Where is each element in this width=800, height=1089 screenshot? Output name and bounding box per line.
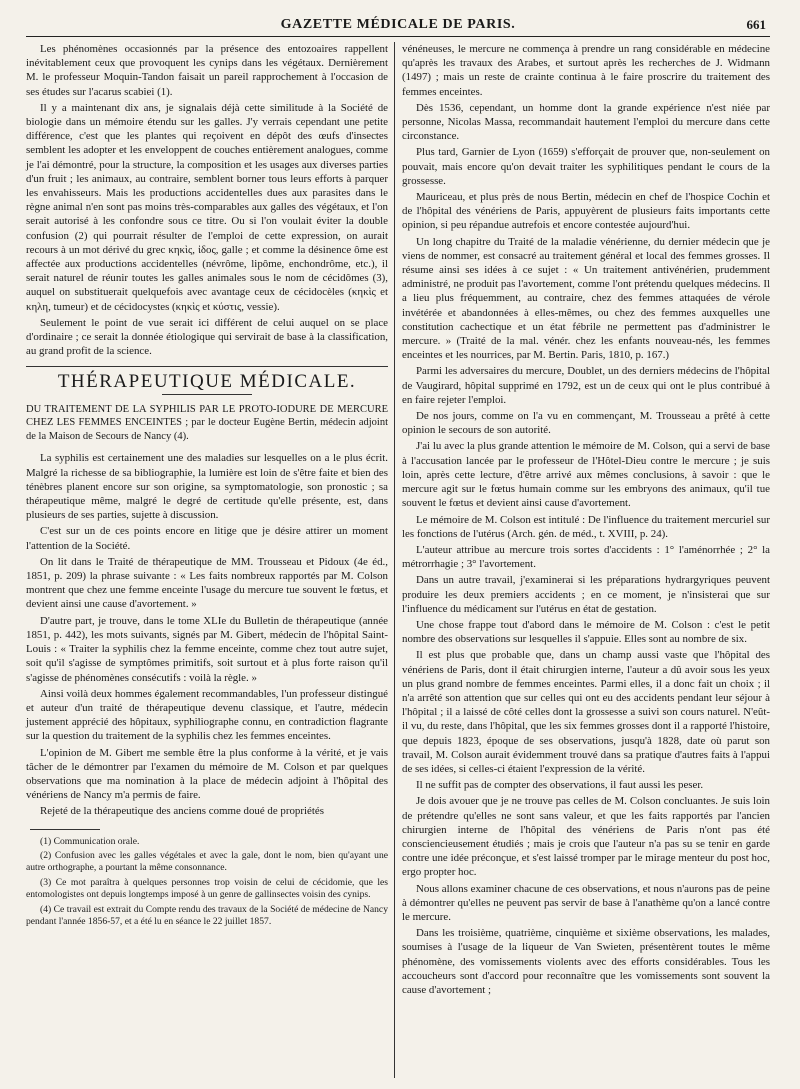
page-header	[26, 14, 770, 37]
body-paragraph: Il est plus que probable que, dans un champ aussi vaste que l'hôpital des vénériens de Paris, dont il était chirurgien interne, l'auteur a dû avoir sous les yeux un plus grand nombre de femmes enceintes. Parmi elles, il a donc fait un choix ; il n'a arrêté son attention que sur celles qui ont eu des accidents pendant leur séjour à l'hôpital ; il a laissé de côté celles dont la grossesse a suivi son cours naturel. N'eût-il vu, du reste, dans l'hôpital, que les six femmes grosses dont il a rapporté l'histoire, que depuis 1823, époque de ses observations, jusqu'à 1828, date où parut son travail, M. Colson aurait évidemment trouvé dans sa pratique d'autres faits à l'appui de ses idées, si celles-ci étaient l'expression de la vérité.	[402, 649, 770, 775]
section-divider	[26, 366, 388, 367]
body-paragraph: Ainsi voilà deux hommes également recommandables, l'un professeur distingué et auteur d'un traité de thérapeutique devenu classique, et l'autre, médecin justement apprécié des hôpitaux, syphiliographe connu, en contradiction flagrante sur la question du traitement de la syphilis chez les femmes enceintes.	[26, 687, 388, 743]
article-heading: DU TRAITEMENT DE LA SYPHILIS PAR LE PROTO-IODURE DE MERCURE CHEZ LES FEMMES ENCEINTES ; par le docteur Eugène Bertin, médecin adjoint de la Maison de Secours de Nancy (4).	[26, 403, 388, 442]
body-paragraph: On lit dans le Traité de thérapeutique de MM. Trousseau et Pidoux (4e éd., 1851, p. 209) la phrase suivante : « Les faits nombreux rapportés par M. Colson montrent que chez une femme enceinte l'usage du mercure tue souvent le fœtus, et devient ainsi une cause d'avortement. »	[26, 555, 388, 611]
body-paragraph: Dès 1536, cependant, un homme dont la grande expérience n'est niée par personne, Nicolas Massa, recommandait hautement l'emploi du mercure dans cette circonstance.	[402, 101, 770, 143]
body-paragraph: J'ai lu avec la plus grande attention le mémoire de M. Colson, qui a servi de base à l'accusation lancée par le professeur de l'Hôtel-Dieu contre le mercure ; je suis loin, après cette lecture, d'être arrivé aux mêmes conclusions, à savoir : que le mercure agit sur le fœtus humain comme sur les embryons des animaux, qu'il tue souvent le fœtus et devient ainsi cause d'avortement.	[402, 440, 770, 510]
body-paragraph: Nous allons examiner chacune de ces observations, et nous n'aurons pas de peine à démontrer qu'elles ne peuvent pas servir de base à l'anathème qu'on a lancé contre le mercure.	[402, 882, 770, 923]
left-column	[26, 42, 388, 930]
title-underline	[162, 394, 252, 395]
body-paragraph: C'est sur un de ces points encore en litige que je désire attirer un moment l'attention de la Société.	[26, 525, 388, 552]
body-paragraph: Rejeté de la thérapeutique des anciens comme doué de propriétés	[40, 805, 324, 818]
page-number: 661	[746, 17, 766, 32]
section-title	[26, 371, 388, 394]
body-paragraph: Une chose frappe tout d'abord dans le mémoire de M. Colson : c'est le petit nombre des observations sur lesquelles il s'appuie. Elles sont au nombre de six.	[402, 618, 770, 646]
body-paragraph: Il y a maintenant dix ans, je signalais déjà cette similitude à la Société de biologie dans un mémoire étendu sur les galles. J'y verrais cependant une petite différence, c'est que les plantes qui reçoivent en dépôt des œufs d'insectes semblent les adopter et les enveloppent de couches entièrement analogues, comme je l'ai démontré, pour la structure, la composition et les usages aux diverses parties d'un fruit ; les animaux, au contraire, semblent borner tous leurs efforts à parquer les envahisseurs. Mais les productions accidentelles dues aux parasites dans le règne animal n'en sont pas moins très-comparables aux galles des végétaux, et l'on serait autorisé à les confondre sous ce titre. Ou si l'on voulait éviter la double confusion (2) qui pourrait résulter de l'emploi de cette expression, on aurait recours à un mot dérivé du grec κηκὶς, ἰδος, galle ; et comme la désinence ôme est affectée aux productions accidentelles (névrôme, lipôme, enchondrôme, etc.), il serait naturel de réunir toutes les galles animales sous le nom de cécidômes (3), auquel on substituerait quelquefois avec avantage ceux de cécidocèles (κηκὶς et κηλη, tumeur) et de cécidocystes (κηκὶς et κύστις, vessie).	[26, 101, 388, 313]
right-column	[402, 42, 770, 999]
section-title-text: THÉRAPEUTIQUE MÉDICALE.	[57, 371, 357, 393]
footnote: (4) Ce travail est extrait du Compte rendu des travaux de la Société de médecine de Nancy pendant l'année 1856-57, et a été lu en séance le 22 juillet 1857.	[26, 903, 388, 927]
body-paragraph: L'opinion de M. Gibert me semble être la plus conforme à la vérité, et je vais tâcher de le démontrer par l'examen du mémoire de M. Colson et par quelques observations que ma nomination à la place de médecin adjoint à l'hôpital des vénériens de Nancy m'a permis de faire.	[26, 746, 388, 802]
body-paragraph: Plus tard, Garnier de Lyon (1659) s'efforçait de prouver que, non-seulement on pouvait, mais encore qu'on devait traiter les syphilitiques pendant le cours de la grossesse.	[402, 146, 770, 187]
footnote: (3) Ce mot paraîtra à quelques personnes trop voisin de celui de cécidomie, que les entomologistes ont depuis longtemps imposé à un genre de gallinsectes voisin des cynips.	[26, 876, 388, 901]
body-paragraph: De nos jours, comme on l'a vu en commençant, M. Trousseau a prêté à cette opinion le secours de son autorité.	[402, 410, 770, 437]
body-paragraph: Seulement le point de vue serait ici différent de celui auquel on se place d'ordinaire ; ce serait la donnée étiologique qui servirait de base à la classification, au grand profit de la science.	[26, 316, 388, 358]
footnote: (2) Confusion avec les galles végétales et avec la gale, dont le nom, bien qu'ayant une autre orthographe, a pourtant la même consonnance.	[26, 849, 388, 874]
footnote: (1) Communication orale.	[40, 835, 140, 847]
body-paragraph: Les phénomènes occasionnés par la présence des entozoaires rappellent inévitablement ceux que provoquent les cynips dans les végétaux. Dernièrement M. le professeur Moquin-Tandon faisait un pareil rapprochement à l'occasion de ses études sur l'acarus scabiei (1).	[26, 43, 388, 98]
body-paragraph: La syphilis est certainement une des maladies sur lesquelles on a le plus écrit. Malgré la richesse de sa bibliographie, la lumière est loin de s'être faite et bien des ténèbres planent encore sur son origine, sa symptomatologie, son pronostic ; sa thérapeutique même, malgré le degré de certitude qu'elle présente, est, dans plusieurs de ses parties, sujette à discussion.	[26, 452, 388, 522]
body-paragraph: vénéneuses, le mercure ne commença à prendre un rang considérable en médecine qu'après les travaux des Arabes, et surtout après les recherches de J. Widmann (1497) ; mais un reste de crainte continua à le faire proscrire du traitement des femmes enceintes.	[402, 43, 770, 98]
footnotes	[26, 829, 388, 929]
body-paragraph: Le mémoire de M. Colson est intitulé : De l'influence du traitement mercuriel sur les fonctions de l'utérus (Arch. gén. de méd., t. XVIII, p. 24).	[402, 513, 770, 540]
body-paragraph: Je dois avouer que je ne trouve pas celles de M. Colson concluantes. Je suis loin de prétendre qu'elles ne sont sans valeur, et que les faits rapportés par l'ancien chirurgien interne de l'hôpital des vénériens de Paris n'ont pas été consciencieusement étudiés ; mais je crois que l'auteur n'a pas su se tenir en garde contre une idée préconçue, et s'est laissé tromper par le mirage menteur du post hoc, ergo propter hoc.	[402, 795, 770, 879]
body-paragraph: D'autre part, je trouve, dans le tome XLIe du Bulletin de thérapeutique (année 1851, p. 442), les mots suivants, signés par M. Gibert, médecin de l'hôpital Saint-Louis : « Traiter la syphilis chez la femme enceinte, comme chez tout autre sujet, soit qu'il s'agisse de symptômes primitifs, soit surtout et à plus forte raison qu'il s'agisse de phénomènes consécutifs : voilà la règle. »	[26, 614, 388, 684]
body-paragraph: Dans un autre travail, j'examinerai si les préparations hydrargyriques peuvent produire les deux premiers accidents ; en ce moment, je n'insisterai que sur l'influence du médicament sur l'utérus en état de gestation.	[402, 574, 770, 615]
column-divider	[394, 42, 395, 1078]
publication-title: GAZETTE MÉDICALE DE PARIS.	[280, 17, 516, 32]
body-paragraph: Un long chapitre du Traité de la maladie vénérienne, du dernier médecin que je viens de nommer, est consacré au traitement général et local des femmes grosses. Il résume ainsi ses idées à ce sujet : « Un traitement antivénérien, prudemment administré, ne produit pas l'avortement, comme l'ont prétendu quelques médecins. Il a lieu plus fréquemment, au contraire, chez des femmes attaquées de vérole invétérée et abandonnées à elles-mêmes, ou chez des femmes auxquelles une constitution cachectique et un état fébrile ne permettent pas d'administrer le mercure. » (Traité de la mal. vénér. chez les enfants nouveau-nés, les femmes enceintes et les nourrices, par M. Bertin. Paris, 1810, p. 167.)	[402, 235, 770, 362]
footnote-rule	[30, 829, 100, 830]
body-paragraph: Parmi les adversaires du mercure, Doublet, un des derniers médecins de l'hôpital de Vaugirard, hôpital supprimé en 1792, est un de ceux qui ont le plus contribué à en faire rejeter l'emploi.	[402, 365, 770, 406]
body-paragraph: L'auteur attribue au mercure trois sortes d'accidents : 1° l'aménorrhée ; 2° la métrorrhagie ; 3° l'avortement.	[402, 543, 770, 571]
body-paragraph: Il ne suffit pas de compter des observations, il faut aussi les peser.	[416, 779, 704, 792]
body-paragraph: Dans les troisième, quatrième, cinquième et sixième observations, les malades, soumises à l'usage de la liqueur de Van Swieten, présentèrent toutes le même phénomène, des vomissements violents avec des efforts considérables. Tous les accoucheurs sont d'accord pour reconnaître que les vomissements sont souvent la cause d'avortement ;	[402, 927, 770, 996]
body-paragraph: Mauriceau, et plus près de nous Bertin, médecin en chef de l'hospice Cochin et de l'hôpital des vénériens de Paris, appuyèrent de plusieurs faits importants cette opinion, si peu répandue autrefois et encore contestée aujourd'hui.	[402, 191, 770, 232]
